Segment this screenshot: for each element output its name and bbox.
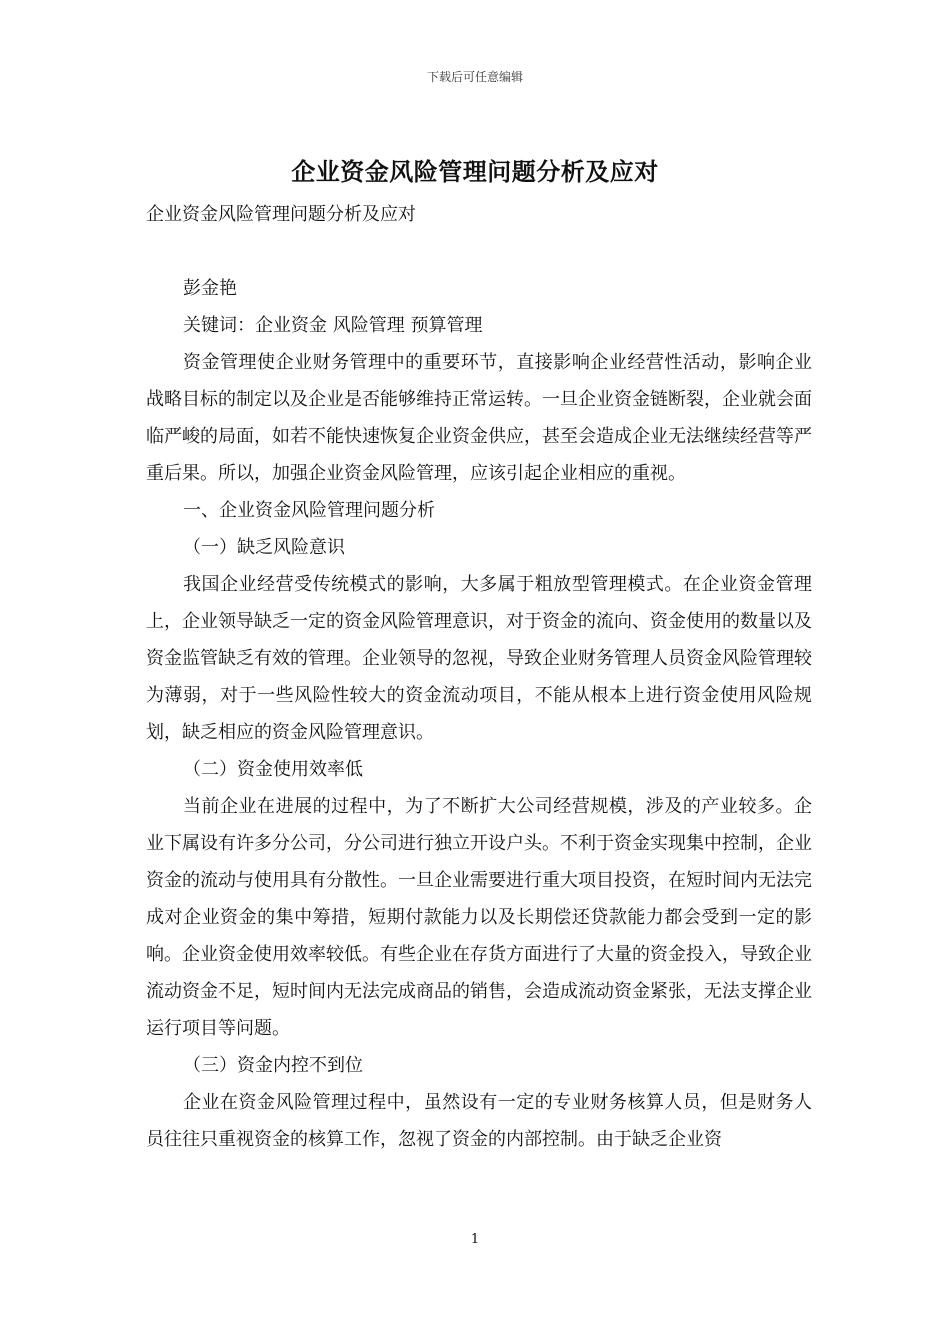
header-note: 下载后可任意编辑 [426, 70, 523, 84]
page-number: 1 [470, 1232, 480, 1247]
subsection-heading-2: （二）资金使用效率低 [183, 759, 363, 780]
document-title: 企业资金风险管理问题分析及应对 [291, 157, 659, 186]
section-heading-1: 一、企业资金风险管理问题分析 [183, 500, 435, 521]
subsection-paragraph-2: 当前企业在进展的过程中，为了不断扩大公司经营规模，涉及的产业较多。企业下属设有许多分公司，分公司进行独立开设户头。不利于资金实现集中控制，企业资金的流动与使用具有分散性。一旦企业需要进行重大项目投资，在短时间内无法完成对企业资金的集中筹措，短期付款能力以及长期偿还贷款能力都会受到一定的影响。企业资金使用效率较低。有些企业在存货方面进行了大量的资金投入，导致企业流动资金不足，短时间内无法完成商品的销售，会造成流动资金紧张，无法支撑企业运行项目等问题。 [146, 796, 812, 1039]
subsection-paragraph-1: 我国企业经营受传统模式的影响，大多属于粗放型管理模式。在企业资金管理上，企业领导缺乏一定的资金风险管理意识，对于资金的流向、资金使用的数量以及资金监管缺乏有效的管理。企业领导的忽视，导致企业财务管理人员资金风险管理较为薄弱，对于一些风险性较大的资金流动项目，不能从根本上进行资金使用风险规划，缺乏相应的资金风险管理意识。 [146, 574, 812, 743]
intro-paragraph: 资金管理使企业财务管理中的重要环节，直接影响企业经营性活动，影响企业战略目标的制定以及企业是否能够维持正常运转。一旦企业资金链断裂，企业就会面临严峻的局面，如若不能快速恢复企业资金供应，甚至会造成企业无法继续经营等严重后果。所以，加强企业资金风险管理，应该引起企业相应的重视。 [146, 352, 812, 484]
keywords-line: 关键词：企业资金 风险管理 预算管理 [183, 315, 483, 336]
author-name: 彭金艳 [183, 278, 237, 299]
document-subtitle: 企业资金风险管理问题分析及应对 [146, 204, 416, 225]
subsection-paragraph-3: 企业在资金风险管理过程中，虽然设有一定的专业财务核算人员，但是财务人员往往只重视资金的核算工作，忽视了资金的内部控制。由于缺乏企业资 [146, 1092, 812, 1150]
subsection-heading-3: （三）资金内控不到位 [183, 1055, 363, 1076]
document-body [146, 196, 812, 1158]
subsection-heading-1: （一）缺乏风险意识 [183, 537, 345, 558]
